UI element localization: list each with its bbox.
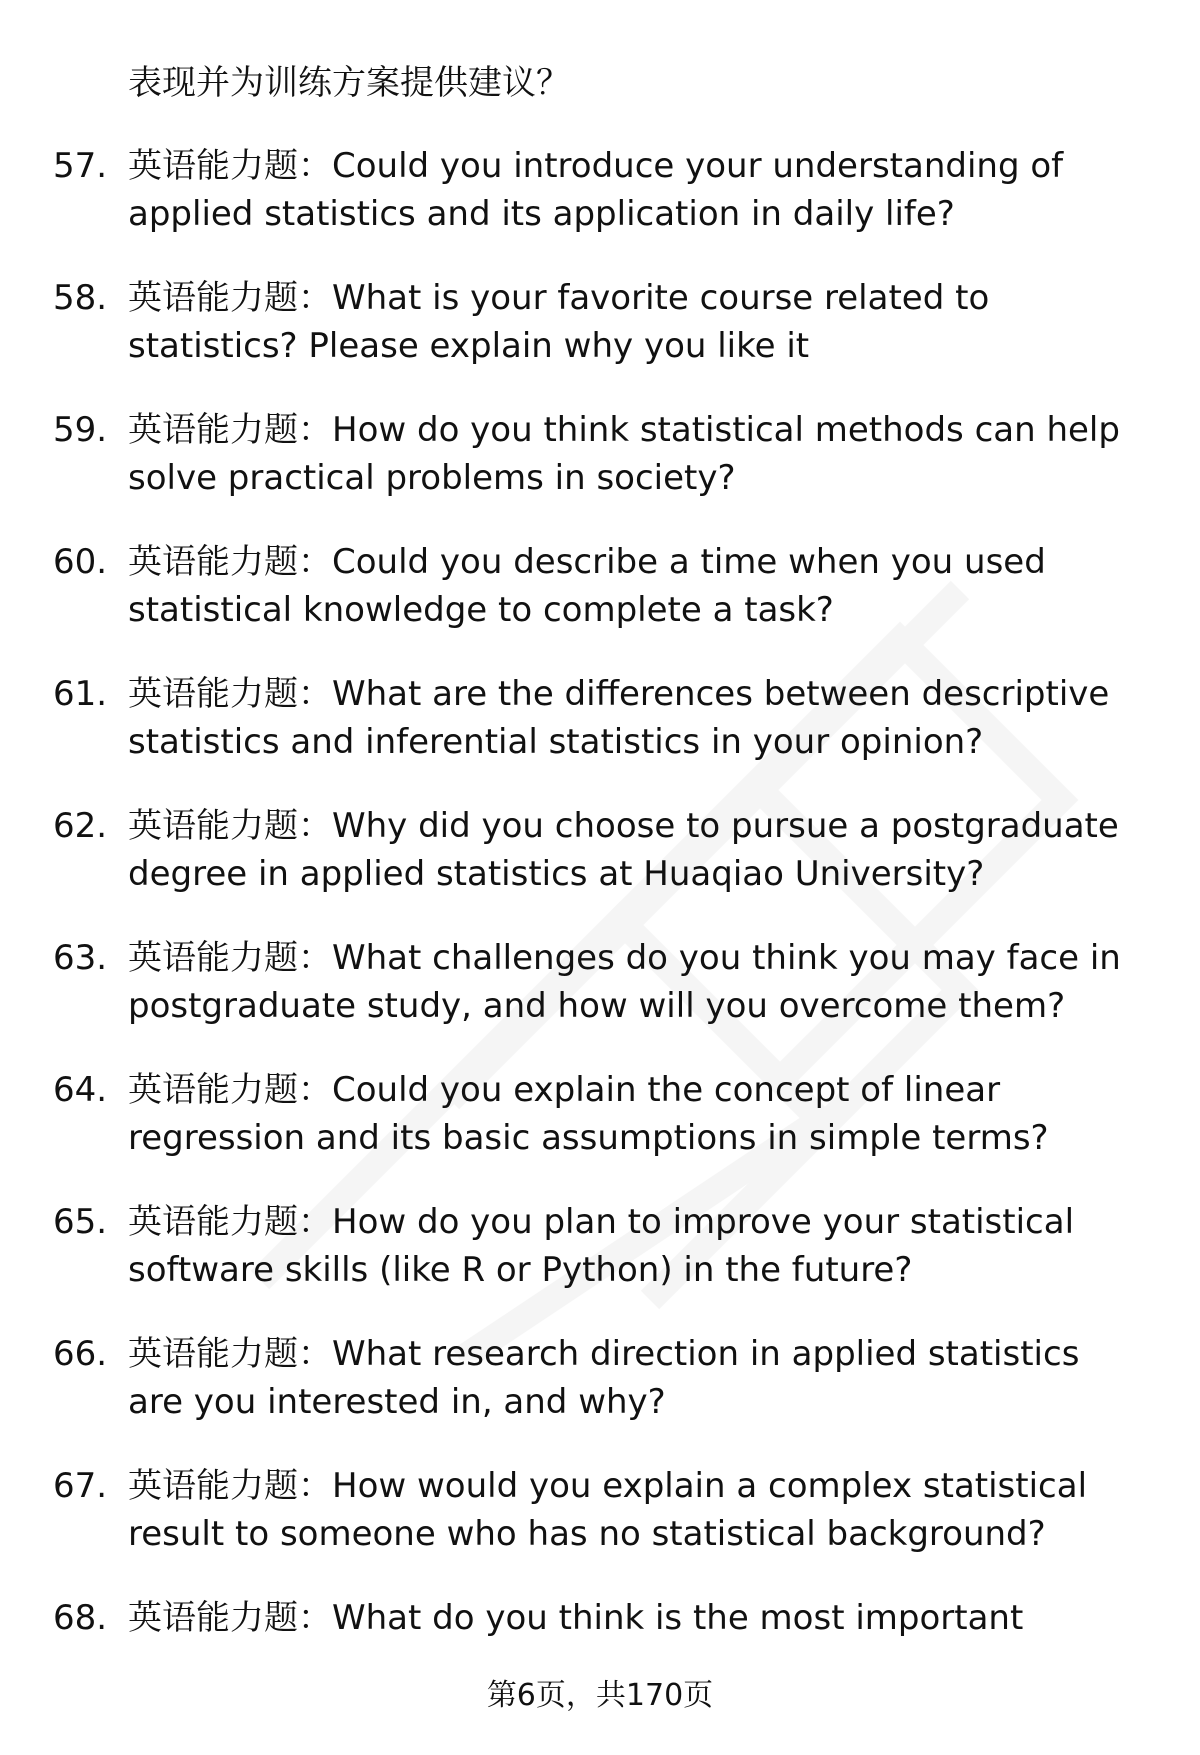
question-category-label: 英语能力题： — [128, 674, 332, 714]
question-body — [128, 670, 1178, 766]
question-text: How do you plan to improve your statistical — [332, 1202, 1075, 1242]
question-text-continued: statistics? Please explain why you like it — [128, 326, 810, 366]
question-text-continued: applied statistics and its application in daily life? — [128, 194, 955, 234]
question-first-line — [128, 1066, 1178, 1114]
page-footer: 第6页，共170页 — [486, 1678, 714, 1713]
question-body — [128, 1330, 1178, 1426]
question-text-continued: degree in applied statistics at Huaqiao University? — [128, 854, 985, 894]
question-number: 58. — [53, 278, 108, 318]
question-text-continued: statistical knowledge to complete a task? — [128, 590, 834, 630]
question-text: Why did you choose to pursue a postgraduate — [332, 806, 1119, 846]
question-category-label: 英语能力题： — [128, 938, 332, 978]
question-first-line — [128, 406, 1178, 454]
question-text: How would you explain a complex statistical — [332, 1466, 1088, 1506]
question-number: 59. — [53, 410, 108, 450]
question-category-label: 英语能力题： — [128, 542, 332, 582]
question-category-label: 英语能力题： — [128, 806, 332, 846]
question-first-line — [128, 274, 1178, 322]
question-first-line — [128, 670, 1178, 718]
question-number: 57. — [53, 146, 108, 186]
question-number: 68. — [53, 1598, 108, 1638]
question-text-continued: software skills (like R or Python) in the future? — [128, 1250, 913, 1290]
question-category-label: 英语能力题： — [128, 1070, 332, 1110]
question-number: 66. — [53, 1334, 108, 1374]
question-text-continued: regression and its basic assumptions in simple terms? — [128, 1118, 1049, 1158]
question-first-line — [128, 1594, 1178, 1642]
question-first-line — [128, 934, 1178, 982]
question-text-continued: are you interested in, and why? — [128, 1382, 666, 1422]
question-body — [128, 1198, 1178, 1294]
question-text-continued: solve practical problems in society? — [128, 458, 736, 498]
question-text: Could you describe a time when you used — [332, 542, 1046, 582]
question-category-label: 英语能力题： — [128, 278, 332, 318]
question-text: What do you think is the most important — [332, 1598, 1024, 1638]
question-body — [128, 802, 1178, 898]
question-text: What research direction in applied statistics — [332, 1334, 1080, 1374]
question-number: 60. — [53, 542, 108, 582]
question-first-line — [128, 802, 1178, 850]
question-first-line — [128, 142, 1178, 190]
question-text-continued: result to someone who has no statistical background? — [128, 1514, 1046, 1554]
question-body — [128, 538, 1178, 634]
question-text: How do you think statistical methods can help — [332, 410, 1120, 450]
question-category-label: 英语能力题： — [128, 1598, 332, 1638]
question-category-label: 英语能力题： — [128, 1202, 332, 1242]
question-text: What are the differences between descriptive — [332, 674, 1110, 714]
question-text: What is your favorite course related to — [332, 278, 990, 318]
question-number: 64. — [53, 1070, 108, 1110]
question-body — [128, 934, 1178, 1030]
question-text: Could you introduce your understanding of — [332, 146, 1064, 186]
question-number: 63. — [53, 938, 108, 978]
question-text: What challenges do you think you may face in — [332, 938, 1121, 978]
question-text-continued: postgraduate study, and how will you overcome them? — [128, 986, 1066, 1026]
question-number: 67. — [53, 1466, 108, 1506]
question-number: 65. — [53, 1202, 108, 1242]
question-category-label: 英语能力题： — [128, 1334, 332, 1374]
question-body — [128, 142, 1178, 238]
question-body — [128, 1594, 1178, 1642]
question-number: 61. — [53, 674, 108, 714]
question-category-label: 英语能力题： — [128, 146, 332, 186]
question-text-continued: statistics and inferential statistics in your opinion? — [128, 722, 984, 762]
question-body — [128, 1462, 1178, 1558]
question-category-label: 英语能力题： — [128, 1466, 332, 1506]
question-body — [128, 274, 1178, 370]
question-first-line — [128, 1198, 1178, 1246]
question-number: 62. — [53, 806, 108, 846]
continuation-text: 表现并为训练方案提供建议？ — [128, 63, 570, 103]
question-text: Could you explain the concept of linear — [332, 1070, 1001, 1110]
question-category-label: 英语能力题： — [128, 410, 332, 450]
question-body — [128, 1066, 1178, 1162]
question-first-line — [128, 1462, 1178, 1510]
question-first-line — [128, 538, 1178, 586]
question-body — [128, 406, 1178, 502]
question-first-line — [128, 1330, 1178, 1378]
